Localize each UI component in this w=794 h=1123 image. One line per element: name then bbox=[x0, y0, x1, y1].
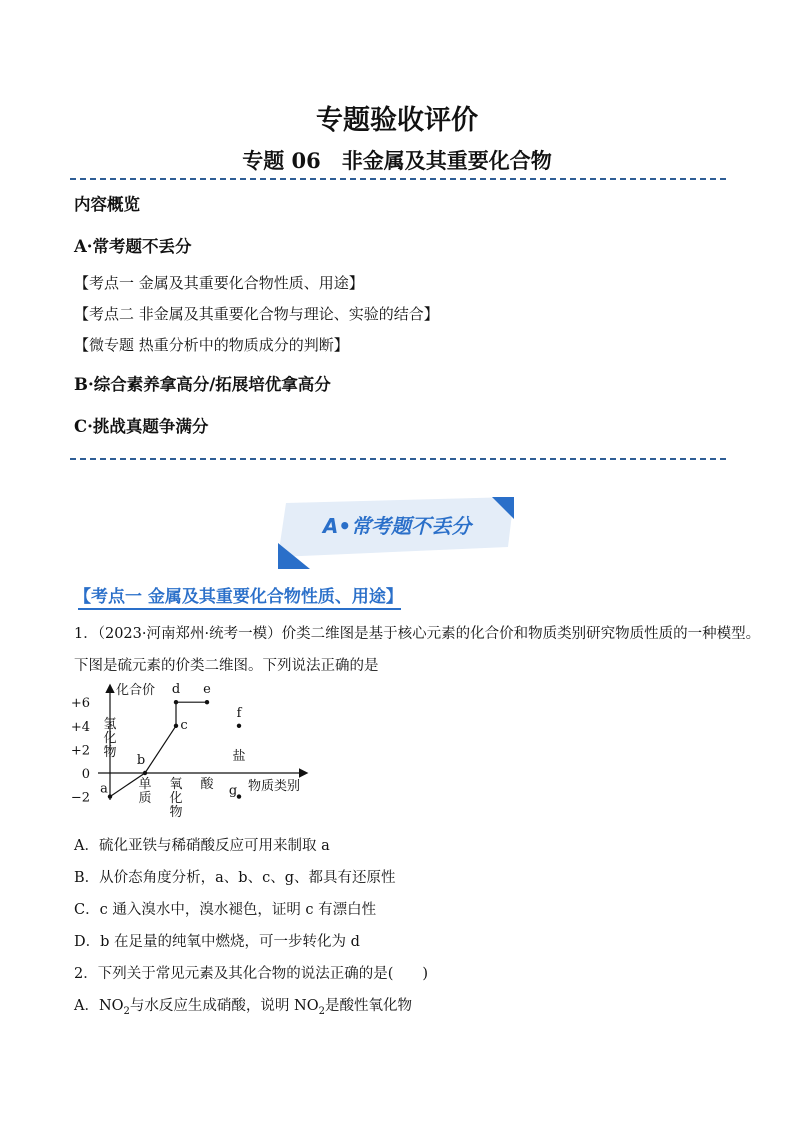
overview-section-a: A·常考题不丢分 bbox=[74, 237, 192, 256]
section-title: 【考点一 金属及其重要化合物性质、用途】 bbox=[74, 582, 403, 607]
point-label-d: d bbox=[171, 682, 181, 698]
y-tick-label: 0 bbox=[81, 767, 90, 782]
section-underline bbox=[78, 608, 401, 610]
q1-option-b: B．从价态角度分析，a、b、c、g、都具有还原性 bbox=[74, 870, 396, 886]
q1-option-c: C．c 通入溴水中，溴水褪色，证明 c 有漂白性 bbox=[74, 902, 377, 918]
y-tick-label: +4 bbox=[70, 719, 90, 735]
q2-option-a: A．$NO_2$与水反应生成硝酸，说明 $NO_2$是酸性氧化物 bbox=[74, 998, 412, 1017]
overview-item-2: 【考点二 非金属及其重要化合物与理论、实验的结合】 bbox=[74, 305, 439, 323]
overview-item-3: 【微专题 热重分析中的物质成分的判断】 bbox=[74, 336, 349, 354]
point-label-a: a bbox=[100, 781, 108, 797]
category-label: 氢化物 bbox=[103, 717, 117, 760]
connection-line bbox=[145, 726, 176, 773]
q2-stem: 2．下列关于常见元素及其化合物的说法正确的是( ) bbox=[74, 966, 429, 982]
divider-bottom bbox=[70, 458, 726, 460]
point-label-e: e bbox=[203, 682, 211, 698]
point-f bbox=[237, 724, 241, 728]
point-c bbox=[174, 724, 178, 728]
divider-top bbox=[70, 178, 726, 180]
x-axis-label: 物质类别 bbox=[248, 779, 301, 794]
category-label: 酸 bbox=[200, 777, 214, 792]
q1-option-a: A．硫化亚铁与稀硝酸反应可用来制取 a bbox=[74, 838, 330, 854]
page-subtitle: 专题 06 非金属及其重要化合物 bbox=[242, 148, 552, 173]
point-label-f: f bbox=[236, 705, 242, 721]
point-a bbox=[108, 794, 112, 798]
point-e bbox=[205, 700, 209, 704]
overview-heading: 内容概览 bbox=[74, 195, 140, 214]
y-axis-label: 化合价 bbox=[116, 683, 156, 698]
overview-section-c: C·挑战真题争满分 bbox=[74, 417, 209, 436]
point-b bbox=[143, 771, 147, 775]
category-label: 氧化物 bbox=[169, 777, 183, 820]
q1-stem-line2: 下图是硫元素的价类二维图。下列说法正确的是 bbox=[74, 658, 379, 674]
point-label-g: g bbox=[228, 783, 238, 799]
q1-option-d: D．b 在足量的纯氧中燃烧，可一步转化为 d bbox=[74, 934, 360, 950]
y-tick-label: −2 bbox=[70, 790, 90, 806]
point-label-c: c bbox=[180, 717, 188, 733]
point-label-b: b bbox=[136, 753, 146, 768]
category-label: 盐 bbox=[232, 749, 246, 764]
point-d bbox=[174, 700, 178, 704]
q1-stem-line1: 1．（2023·河南郑州·统考一模）价类二维图是基于核心元素的化合价和物质类别研究物质性质的一种模型。 bbox=[74, 626, 761, 642]
category-label: 单质 bbox=[138, 777, 152, 806]
banner-label: A•常考题不丢分 bbox=[322, 514, 472, 538]
page-title: 专题验收评价 bbox=[316, 105, 478, 136]
valence-class-chart bbox=[64, 676, 324, 836]
y-tick-label: +6 bbox=[70, 696, 90, 712]
point-g bbox=[237, 794, 241, 798]
y-tick-label: +2 bbox=[70, 743, 90, 759]
overview-section-b: B·综合素养拿高分/拓展培优拿高分 bbox=[74, 375, 331, 394]
overview-item-1: 【考点一 金属及其重要化合物性质、用途】 bbox=[74, 274, 364, 292]
